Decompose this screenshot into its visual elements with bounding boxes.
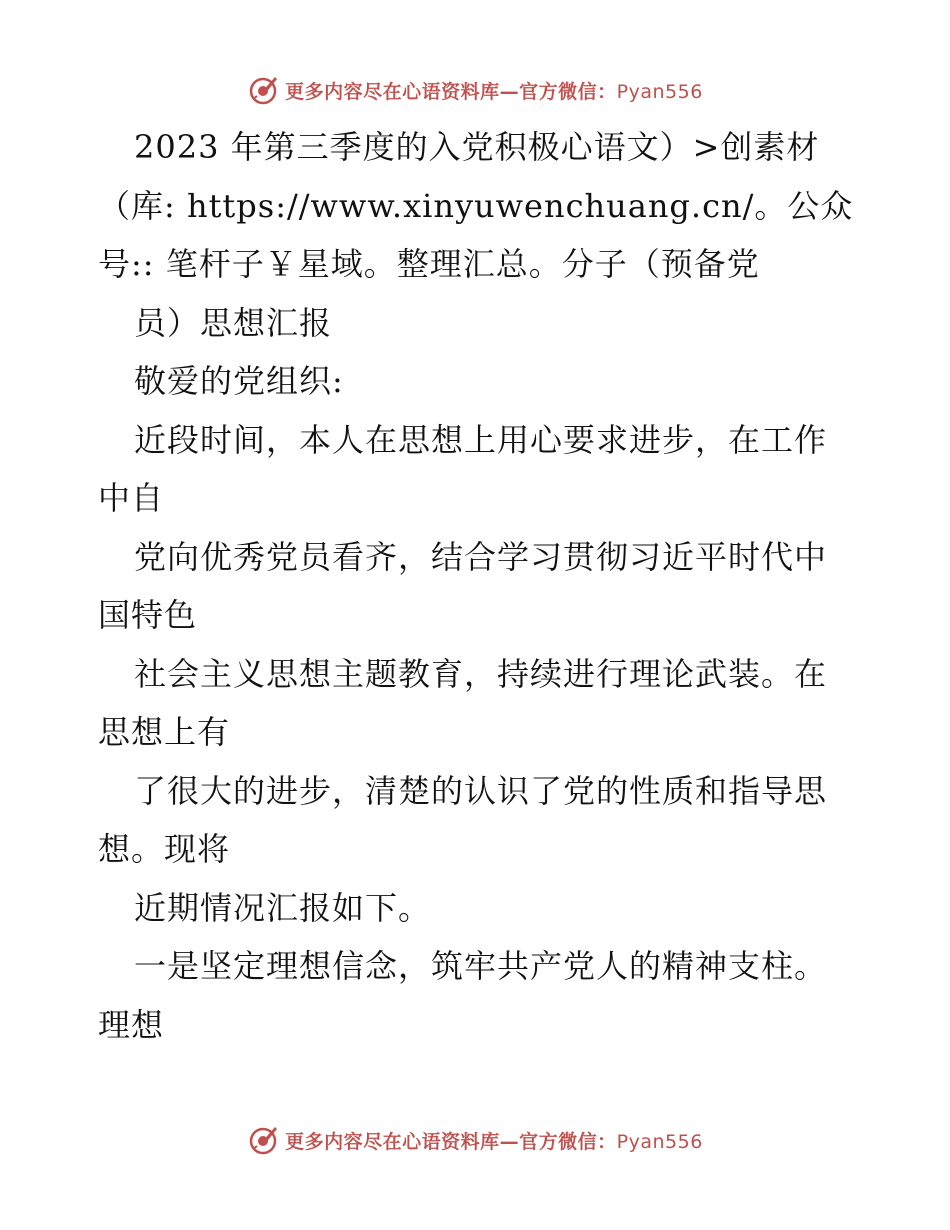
doc-line: 员）思想汇报	[134, 303, 333, 342]
doc-line: 了很大的进步，清楚的认识了党的性质和指导思	[134, 771, 828, 810]
quill-seal-icon	[247, 1124, 279, 1156]
footer-banner	[0, 1120, 950, 1160]
doc-line: 2023 年第三季度的入党积极心语文）>创素材	[134, 128, 820, 166]
doc-line: 一是坚定理想信念，筑牢共产党人的精神支柱。	[134, 947, 828, 985]
doc-line: 社会主义思想主题教育，持续进行理论武装。在	[134, 654, 828, 693]
doc-line: 近段时间，本人在思想上用心要求进步，在工作	[134, 420, 828, 459]
doc-line: 想。现将	[98, 830, 231, 868]
doc-line: 近期情况汇报如下。	[134, 888, 432, 927]
header-banner-label: 更多内容尽在心语资料库—官方微信：	[285, 80, 617, 103]
doc-line: （库: https://www.xinyuwenchuang.cn/。公众	[98, 186, 854, 225]
doc-line: 理想	[98, 1005, 165, 1044]
doc-line: 思想上有	[98, 713, 231, 751]
quill-seal-icon	[247, 74, 279, 106]
doc-line: 国特色	[98, 596, 198, 634]
salutation: 敬爱的党组织:	[134, 362, 344, 400]
doc-line: 党向优秀党员看齐，结合学习贯彻习近平时代中	[134, 537, 828, 576]
document-body	[98, 118, 858, 1054]
doc-line: 号:: 笔杆子￥星域。整理汇总。分子（预备党	[98, 245, 760, 283]
header-banner-text	[285, 77, 703, 104]
header-wechat-id: Pyan556	[616, 80, 703, 103]
header-banner	[0, 70, 950, 110]
footer-banner-label: 更多内容尽在心语资料库—官方微信：	[285, 1130, 617, 1153]
doc-line: 中自	[98, 479, 165, 517]
footer-wechat-id: Pyan556	[616, 1130, 703, 1153]
footer-banner-text	[285, 1127, 703, 1154]
